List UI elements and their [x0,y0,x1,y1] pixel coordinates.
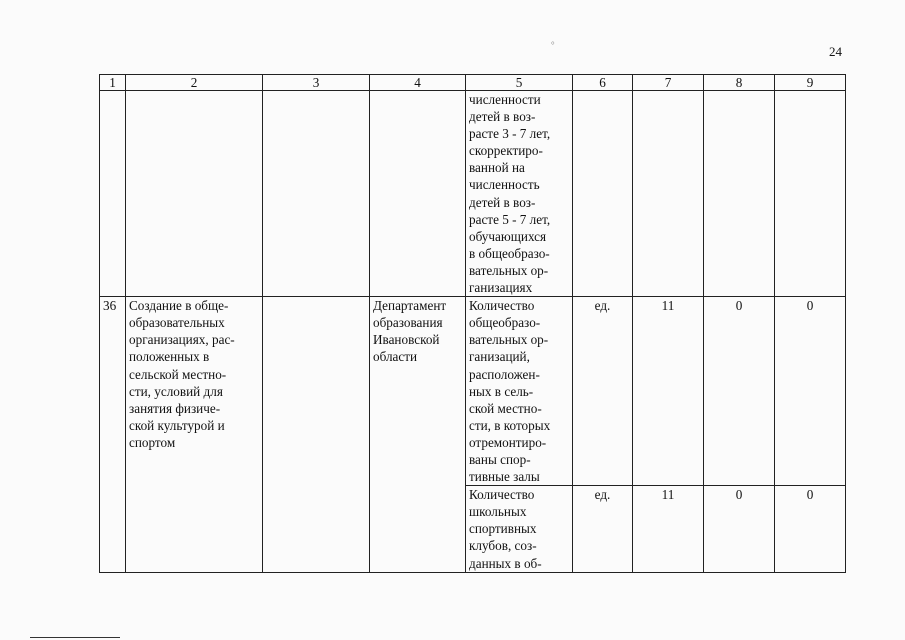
scan-speck: ° [551,40,555,50]
table-row-36 [100,297,846,486]
indicator-name: Количество общеобразо- вательных ор- ганизаций, расположен- ных в сель- ской местно- сти, в которых отремонтиро- ваны спор- тивные залы [466,297,573,486]
indicator-unit: ед. [573,486,633,572]
cell-empty [126,91,263,297]
col-header-5: 5 [466,75,573,91]
indicator-value-col8: 0 [704,297,775,486]
indicator-unit: ед. [573,297,633,486]
col-header-4: 4 [370,75,466,91]
indicator-name: Количество школьных спортивных клубов, соз- данных в об- [466,486,573,572]
col-header-6: 6 [573,75,633,91]
indicator-value-col8: 0 [704,486,775,572]
col-header-9: 9 [775,75,846,91]
cell-empty [263,297,370,573]
cell-empty [573,91,633,297]
indicator-name-continuation: численности детей в воз- расте 3 - 7 лет, скорректиро- ванной на численность детей в воз- расте 5 - 7 лет, обучающихся в общеобразо- вательных ор- ганизациях [466,91,573,297]
column-number-row [100,75,846,91]
col-header-3: 3 [263,75,370,91]
cell-empty [263,91,370,297]
col-header-7: 7 [633,75,704,91]
cell-empty [633,91,704,297]
indicator-value-col7: 11 [633,297,704,486]
measure-name: Создание в обще- образовательных организациях, рас- положенных в сельской местно- сти, условий для занятия физиче- ской культурой и спортом [126,297,263,573]
cell-empty [775,91,846,297]
col-header-2: 2 [126,75,263,91]
col-header-8: 8 [704,75,775,91]
row-number: 36 [100,297,126,573]
executor: Департамент образования Ивановской области [370,297,466,573]
indicator-value-col9: 0 [775,297,846,486]
indicator-value-col9: 0 [775,486,846,572]
col-header-1: 1 [100,75,126,91]
indicator-value-col7: 11 [633,486,704,572]
cell-empty [704,91,775,297]
table-row-continuation [100,91,846,297]
page-number: 24 [829,44,842,59]
program-table [99,74,846,573]
cell-empty [370,91,466,297]
footnote-rule [30,637,120,638]
cell-empty [100,91,126,297]
